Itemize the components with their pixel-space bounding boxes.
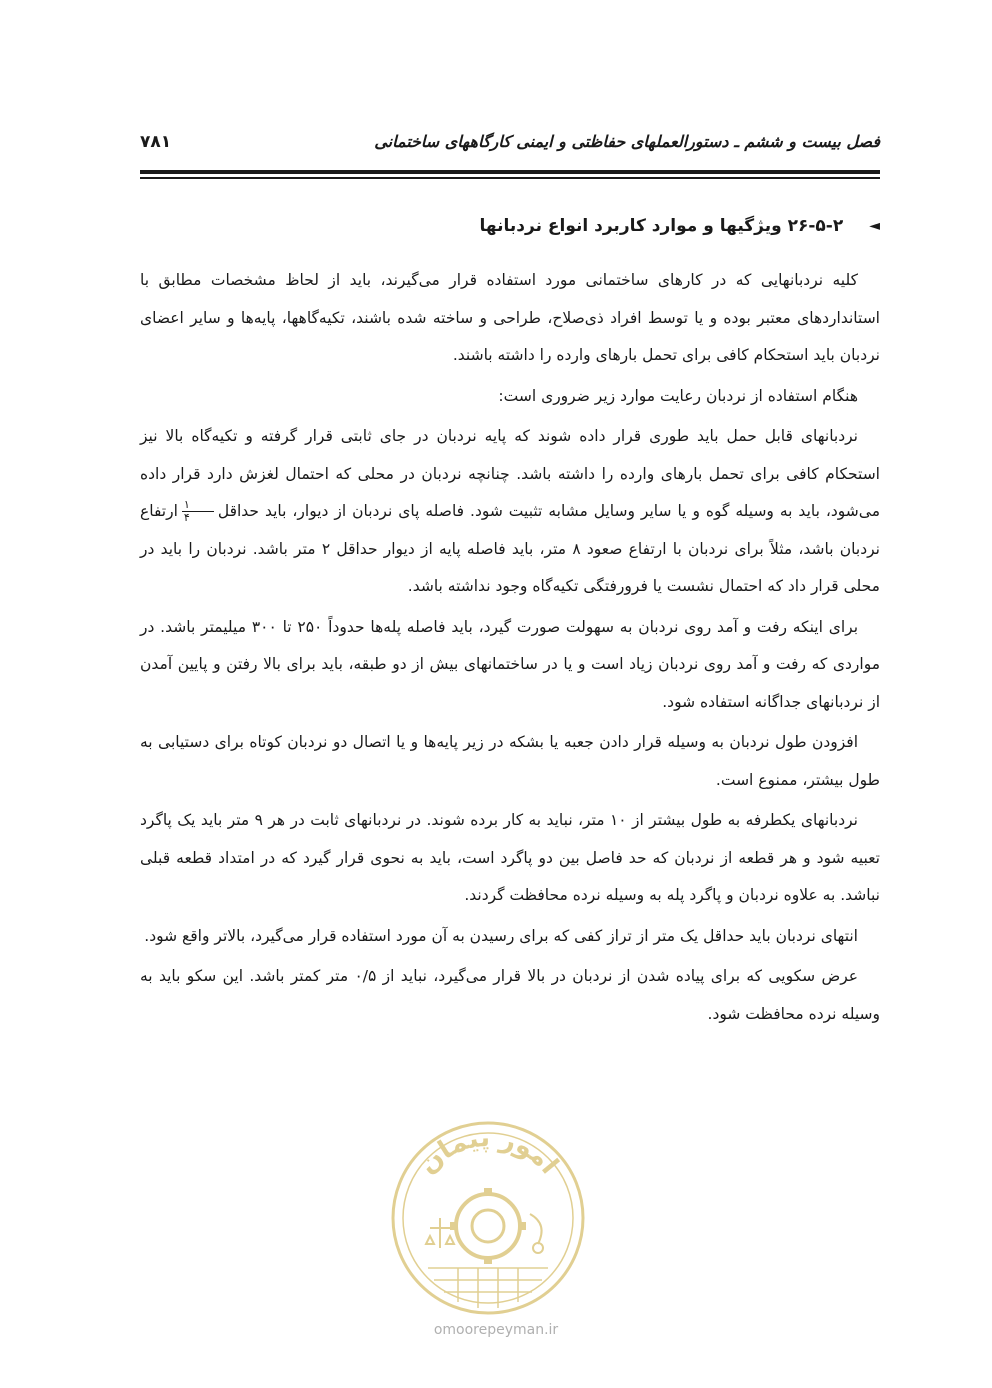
paragraph: عرض سکویی که برای پیاده شدن از نردبان در بالا قرار می‌گیرد، نباید از ۰/۵ متر کمتر باشد. این سکو باید به وسیله نرده محافظت شود. [140, 967, 880, 1023]
paragraph-text-before: نردبانهای قابل حمل باید طوری قرار داده شوند که پایه نردبان در جای ثابتی قرار گرفته و تکیه‌گاه بالا نیز استحکام کافی برای تحمل بارهای وارده را داشته باشد. چنانچه نردبان در محلی که احتمال لغزش دارد قرار داده می‌شود، باید به وسیله گوه و یا سایر وسایل مشابه تثبیت شود. فاصله پای نردبان از دیوار، باید حداقل [140, 427, 880, 520]
paragraph: افزودن طول نردبان به وسیله قرار دادن جعبه یا بشکه در زیر پایه‌ها و یا اتصال دو نردبان کوتاه برای دستیابی به طول بیشتر، ممنوع است. [140, 733, 880, 789]
header-rule-thin [140, 177, 880, 179]
seal-text: امور پیمان [412, 1122, 564, 1180]
paragraph-text-after: ارتفاع نردبان باشد، مثلاً برای نردبان با ارتفاع صعود ۸ متر، باید فاصله پایه از دیوار حداقل ۲ متر باشد. نردبان را باید در محلی قرار داد که احتمال نشست یا فرورفتگی تکیه‌گاه وجود نداشته باشد. [140, 502, 880, 595]
watermark-seal-icon [388, 1118, 588, 1318]
fraction-numerator: ۱ [182, 499, 214, 512]
paragraph: کلیه نردبانهایی که در کارهای ساختمانی مورد استفاده قرار می‌گیرند، باید از لحاظ مشخصات مطابق با استانداردهای معتبر بوده و یا توسط افراد ذی‌صلاح، طراحی و ساخته شده باشند، تکیه‌گاهها، پایه‌ها و سایر اعضای نردبان باید استحکام کافی برای تحمل بارهای وارده را داشته باشند. [140, 271, 880, 364]
watermark-url: omoorepeyman.ir [433, 1322, 559, 1338]
body-text [140, 262, 880, 1036]
section-heading [140, 216, 880, 236]
paragraph: هنگام استفاده از نردبان رعایت موارد زیر ضروری است: [498, 386, 858, 405]
paragraph: برای اینکه رفت و آمد روی نردبان به سهولت صورت گیرد، باید فاصله پله‌ها حدوداً ۲۵۰ تا ۳۰۰ میلیمتر باشد. در مواردی که رفت و آمد روی نردبان زیاد است و یا در ساختمانهای بیش از دو طبقه، باید برای بالا رفتن و پایین آمدن از نردبانهای جداگانه استفاده شود. [140, 617, 880, 711]
fraction-one-quarter [182, 499, 214, 524]
paragraph: نردبانهای یکطرفه به طول بیشتر از ۱۰ متر، نباید به کار برده شوند. در نردبانهای ثابت در هر ۹ متر باید یک پاگرد تعبیه شود و هر قطعه از نردبان که حد فاصل بین دو پاگرد است، باید به نحوی قرار گیرد که در امتداد قطعه قبلی نباشد. به علاوه نردبان و پاگرد پله به وسیله نرده محافظت گردند. [140, 811, 880, 904]
svg-text:امور پیمان [413, 1123, 564, 1180]
header-rule-thick [140, 170, 880, 174]
paragraph-with-fraction [140, 418, 880, 606]
bullet-arrow-icon: ◄ [869, 218, 880, 234]
section-heading-text: ۲۶-۵-۲ ویژگیها و موارد کاربرد انواع نردبانها [479, 216, 844, 236]
page-header [140, 128, 880, 164]
fraction-denominator: ۴ [183, 511, 190, 524]
page-number: ۷۸۱ [140, 132, 172, 152]
chapter-title: فصل بیست و ششم ـ دستورالعملهای حفاظتی و ایمنی کارگاههای ساختمانی [374, 132, 880, 151]
paragraph: انتهای نردبان باید حداقل یک متر از تراز کفی که برای رسیدن به آن مورد استفاده قرار می‌گیرد، بالاتر واقع شود. [144, 926, 858, 945]
